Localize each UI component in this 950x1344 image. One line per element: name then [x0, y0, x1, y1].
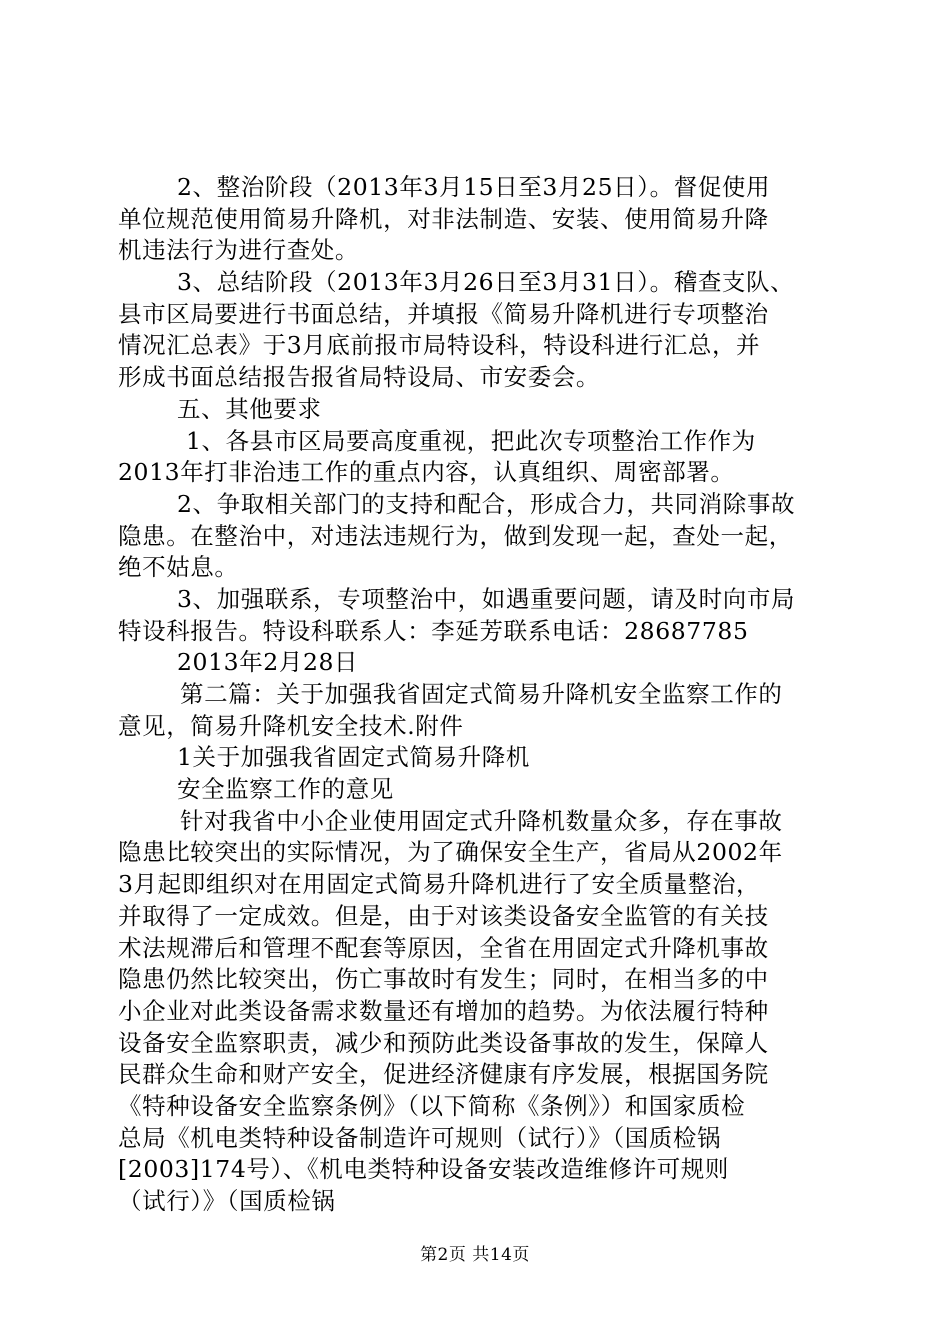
text-line: 安全监察工作的意见: [177, 775, 394, 804]
text-line: 第二篇：关于加强我省固定式简易升降机安全监察工作的: [180, 680, 783, 708]
text-line: 小企业对此类设备需求数量还有增加的趋势。为依法履行特种: [118, 996, 769, 1025]
text-line: 机违法行为进行查处。: [118, 236, 359, 265]
text-line: 形成书面总结报告报省局特设局、市安委会。: [118, 363, 600, 392]
text-line: 总局《机电类特种设备制造许可规则（试行）》（国质检锅: [118, 1123, 722, 1152]
text-line: 民群众生命和财产安全，促进经济健康有序发展，根据国务院: [118, 1060, 769, 1089]
text-line: 隐患比较突出的实际情况，为了确保安全生产，省局从2002年: [118, 838, 783, 867]
text-line: 隐患。在整治中，对违法违规行为，做到发现一起，查处一起，: [118, 521, 793, 550]
text-line: 特设科报告。特设科联系人：李延芳联系电话：28687785: [118, 616, 749, 645]
text-line: 《特种设备安全监察条例》（以下简称《条例》）和国家质检: [118, 1091, 746, 1120]
text-line: 3、加强联系，专项整治中，如遇重要问题，请及时向市局: [177, 584, 796, 613]
text-line: 2、整治阶段（2013年3月15日至3月25日）。督促使用: [177, 173, 771, 201]
text-line: 2013年2月28日: [177, 648, 359, 677]
text-line: 单位规范使用简易升降机，对非法制造、安装、使用简易升降: [118, 204, 769, 233]
text-line: 情况汇总表》于3月底前报市局特设科，特设科进行汇总，并: [118, 331, 761, 360]
text-line: 1关于加强我省固定式简易升降机: [177, 743, 530, 772]
text-line: 2、争取相关部门的支持和配合，形成合力，共同消除事故: [177, 489, 796, 518]
text-line: 2013年打非治违工作的重点内容，认真组织、周密部署。: [118, 458, 735, 487]
text-line: 县市区局要进行书面总结，并填报《简易升降机进行专项整治: [118, 299, 769, 328]
text-line: 术法规滞后和管理不配套等原因，全省在用固定式升降机事故: [118, 933, 769, 962]
text-line: 五、其他要求: [177, 394, 322, 423]
text-line: 针对我省中小企业使用固定式升降机数量众多，存在事故: [180, 806, 783, 835]
text-line: 隐患仍然比较突出，伤亡事故时有发生；同时，在相当多的中: [118, 965, 769, 994]
text-line: 3月起即组织对在用固定式简易升降机进行了安全质量整治，: [118, 870, 761, 899]
text-line: 设备安全监察职责，减少和预防此类设备事故的发生，保障人: [118, 1028, 769, 1057]
document-body: [118, 172, 838, 1218]
text-line: 意见，简易升降机安全技术.附件: [118, 711, 464, 740]
text-line: 1、各县市区局要高度重视，把此次专项整治工作作为: [186, 426, 756, 455]
text-line: [2003]174号）、《机电类特种设备安装改造维修许可规则: [118, 1155, 729, 1184]
page-footer: 第2页 共14页: [420, 1245, 530, 1265]
text-line: 并取得了一定成效。但是，由于对该类设备安全监管的有关技: [118, 901, 769, 930]
text-line: 绝不姑息。: [118, 553, 239, 582]
text-line: （试行）》（国质检锅: [118, 1187, 336, 1215]
text-line: 3、总结阶段（2013年3月26日至3月31日）。稽查支队、: [177, 268, 795, 297]
